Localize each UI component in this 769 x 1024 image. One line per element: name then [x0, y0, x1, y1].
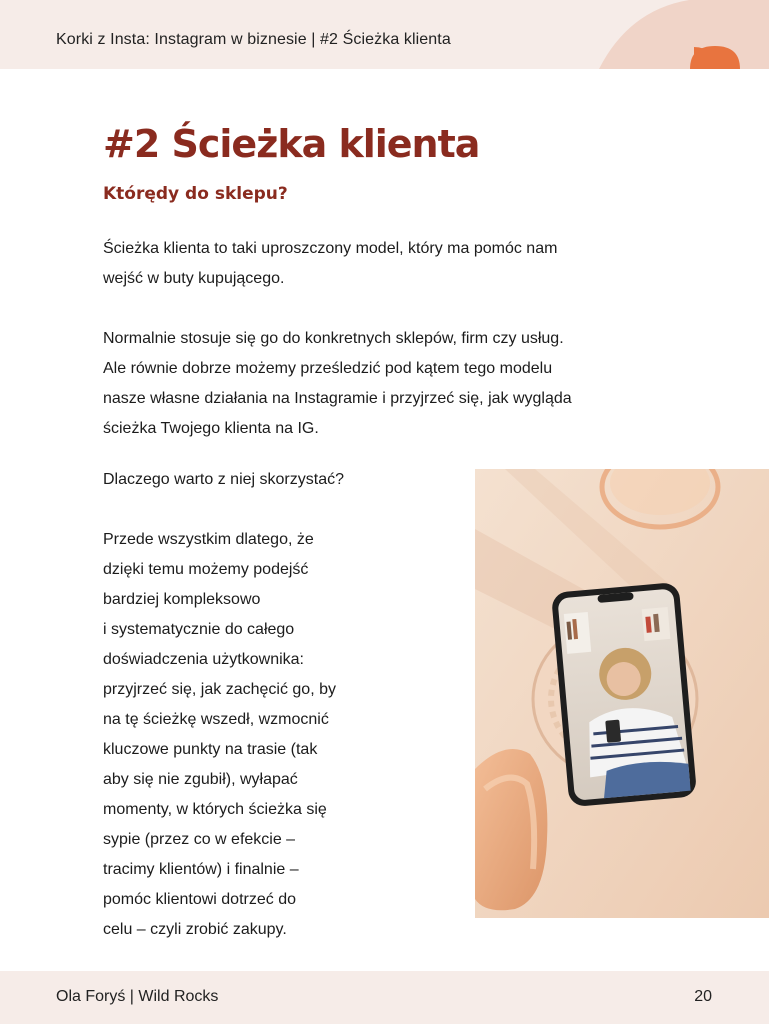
text-line: aby się nie zgubił), wyłapać: [103, 771, 298, 788]
text-line: dzięki temu możemy podejść: [103, 561, 309, 578]
text-line: na tę ścieżkę wszedł, wzmocnić: [103, 711, 329, 728]
text-line: momenty, w których ścieżka się: [103, 801, 327, 818]
text-line: celu – czyli zrobić zakupy.: [103, 921, 287, 938]
page-title: #2 Ścieżka klienta: [103, 122, 480, 166]
paragraph-question: [103, 465, 433, 495]
paragraph-intro: [103, 234, 673, 294]
paragraph-usage: [103, 324, 673, 444]
text-line: Dlaczego warto z niej skorzystać?: [103, 471, 344, 488]
phone-photo: [475, 469, 769, 918]
page-footer: [0, 971, 769, 1024]
paragraph-answer: [103, 525, 433, 945]
page-header: [0, 0, 769, 69]
text-line: Przede wszystkim dlatego, że: [103, 531, 314, 548]
text-line: pomóc klientowi dotrzeć do: [103, 891, 296, 908]
header-title: Korki z Insta: Instagram w biznesie | #2 Ścieżka klienta: [56, 31, 451, 48]
text-line: przyjrzeć się, jak zachęcić go, by: [103, 681, 336, 698]
text-line: sypie (przez co w efekcie –: [103, 831, 296, 848]
page-subtitle: Którędy do sklepu?: [103, 184, 288, 204]
text-line: wejść w buty kupującego.: [103, 270, 285, 287]
decorative-shapes: [569, 0, 769, 69]
text-line: doświadczenia użytkownika:: [103, 651, 304, 668]
text-line: Ścieżka klienta to taki uproszczony model, który ma pomóc nam: [103, 240, 558, 257]
text-line: kluczowe punkty na trasie (tak: [103, 741, 318, 758]
text-line: Ale równie dobrze możemy prześledzić pod kątem tego modelu: [103, 360, 553, 377]
text-line: tracimy klientów) i finalnie –: [103, 861, 299, 878]
text-line: i systematycznie do całego: [103, 621, 295, 638]
text-line: ścieżka Twojego klienta na IG.: [103, 420, 319, 437]
page-number: 20: [694, 988, 712, 1005]
text-line: bardziej kompleksowo: [103, 591, 261, 608]
text-line: Normalnie stosuje się go do konkretnych sklepów, firm czy usług.: [103, 330, 564, 347]
phone-photo-illustration: [475, 469, 769, 918]
text-line: nasze własne działania na Instagramie i przyjrzeć się, jak wygląda: [103, 390, 572, 407]
footer-author: Ola Foryś | Wild Rocks: [56, 988, 219, 1005]
